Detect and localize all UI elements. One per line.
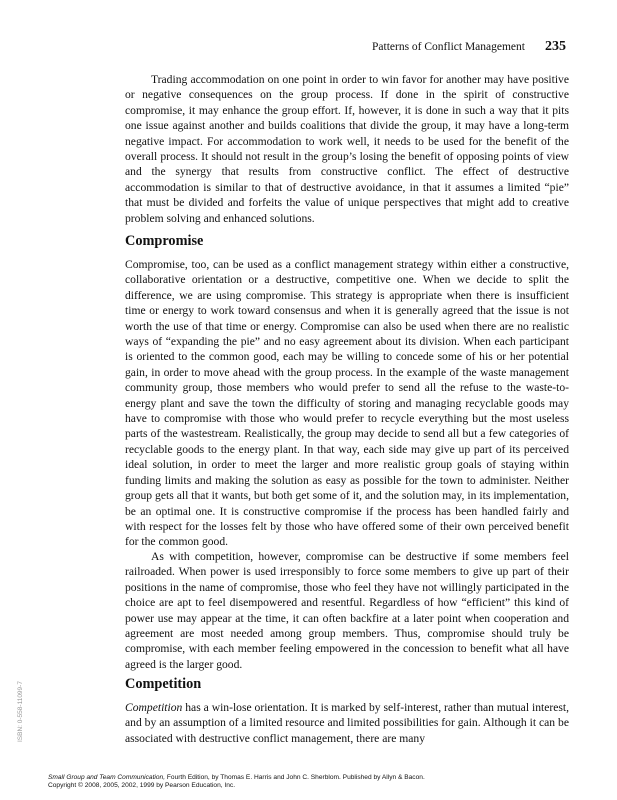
page-footer bbox=[48, 774, 425, 791]
footer-book-title: Small Group and Team Communication, bbox=[48, 774, 166, 781]
section-heading-competition: Competition bbox=[125, 676, 202, 692]
compromise-paragraph-1: Compromise, too, can be used as a conflict management strategy within either a constructive, collaborative orientation or a destructive, competitive one. When we decide to split the difference, we are using compromise. This strategy is appropriate when there is insufficient time or energy to work toward consensus and when it is generally agreed that the issue is not worth the use of that time or energy. Compromise can also be used when there are no realistic ways of “expanding the pie” and no easy agreement about its division. When each participant is oriented to the common good, each may be willing to concede some of his or her potential gain, in order to move ahead with the group process. In the example of the waste management community group, those members who would prefer to send all the refuse to the waste-to-energy plant and save the town the difficulty of storing and managing recyclable goods may have to compromise with those who would prefer to recycle everything but the most useless parts of the wastestream. Realistically, the group may decide to send all but a few categories of recyclable goods to the energy plant. In that way, each side may give up part of its perceived ideal solution, in order to meet the larger and more realistic group goals of staying within funding limits and making the solution as easy as possible for the town to administer. Neither group gets all that it wants, but both get some of it, and the solution may, in its implementation, be an optimal one. It is constructive compromise if the process has been handled fairly and with respect for the losses felt by those who have offered some of their own perceived benefit for the common good. bbox=[125, 258, 569, 549]
competition-paragraph bbox=[125, 700, 569, 746]
compromise-paragraph-2: As with competition, however, compromise can be destructive if some members feel railroaded. When power is used irresponsibly to force some members to give up part of their positions in the name of compromise, those who feel they have not willingly participated in the choice are apt to feel disempowered and resentful. Regardless of how “efficient” this kind of power use may appear at the time, it can often backfire at a later point when cooperation and agreement are most needed among group members. Thus, compromise should truly be compromise, with each member feeling empowered in the concession to benefit what all have agreed is the larger good. bbox=[125, 550, 569, 671]
footer-credit: Fourth Edition, by Thomas E. Harris and John C. Sherblom. Published by Allyn & Bacon. bbox=[165, 774, 425, 781]
section-heading-compromise: Compromise bbox=[125, 233, 204, 249]
competition-paragraph-text: has a win-lose orientation. It is marked by self-interest, rather than mutual interest, and by an assumption of a limited resource and limited possibilities for gain. Although it can be associated with destructive conflict management, there are many bbox=[125, 701, 569, 745]
page-number: 235 bbox=[545, 39, 566, 54]
isbn-margin-note: ISBN: 0-558-11099-7 bbox=[17, 681, 24, 742]
competition-term: Competition bbox=[125, 701, 183, 714]
footer-copyright: Copyright © 2008, 2005, 2002, 1999 by Pearson Education, Inc. bbox=[48, 782, 236, 790]
intro-paragraph: Trading accommodation on one point in order to win favor for another may have positive or negative consequences on the group process. If done in the spirit of constructive compromise, it may enhance the group effort. If, however, it is done in such a way that it pits one issue against another and builds coalitions that divide the group, it may have a long-term negative impact. For accommodation to work well, it needs to be used for the benefit of the overall process. It should not result in the group’s losing the benefit of opposing points of view and the synergy that results from constructive conflict. The effect of destructive accommodation is similar to that of destructive avoidance, in that it assumes a limited “pie” that must be divided and forfeits the value of unique perspectives that might add to creative problem solving and enhanced solutions. bbox=[125, 73, 569, 225]
running-head-title: Patterns of Conflict Management bbox=[372, 41, 525, 53]
